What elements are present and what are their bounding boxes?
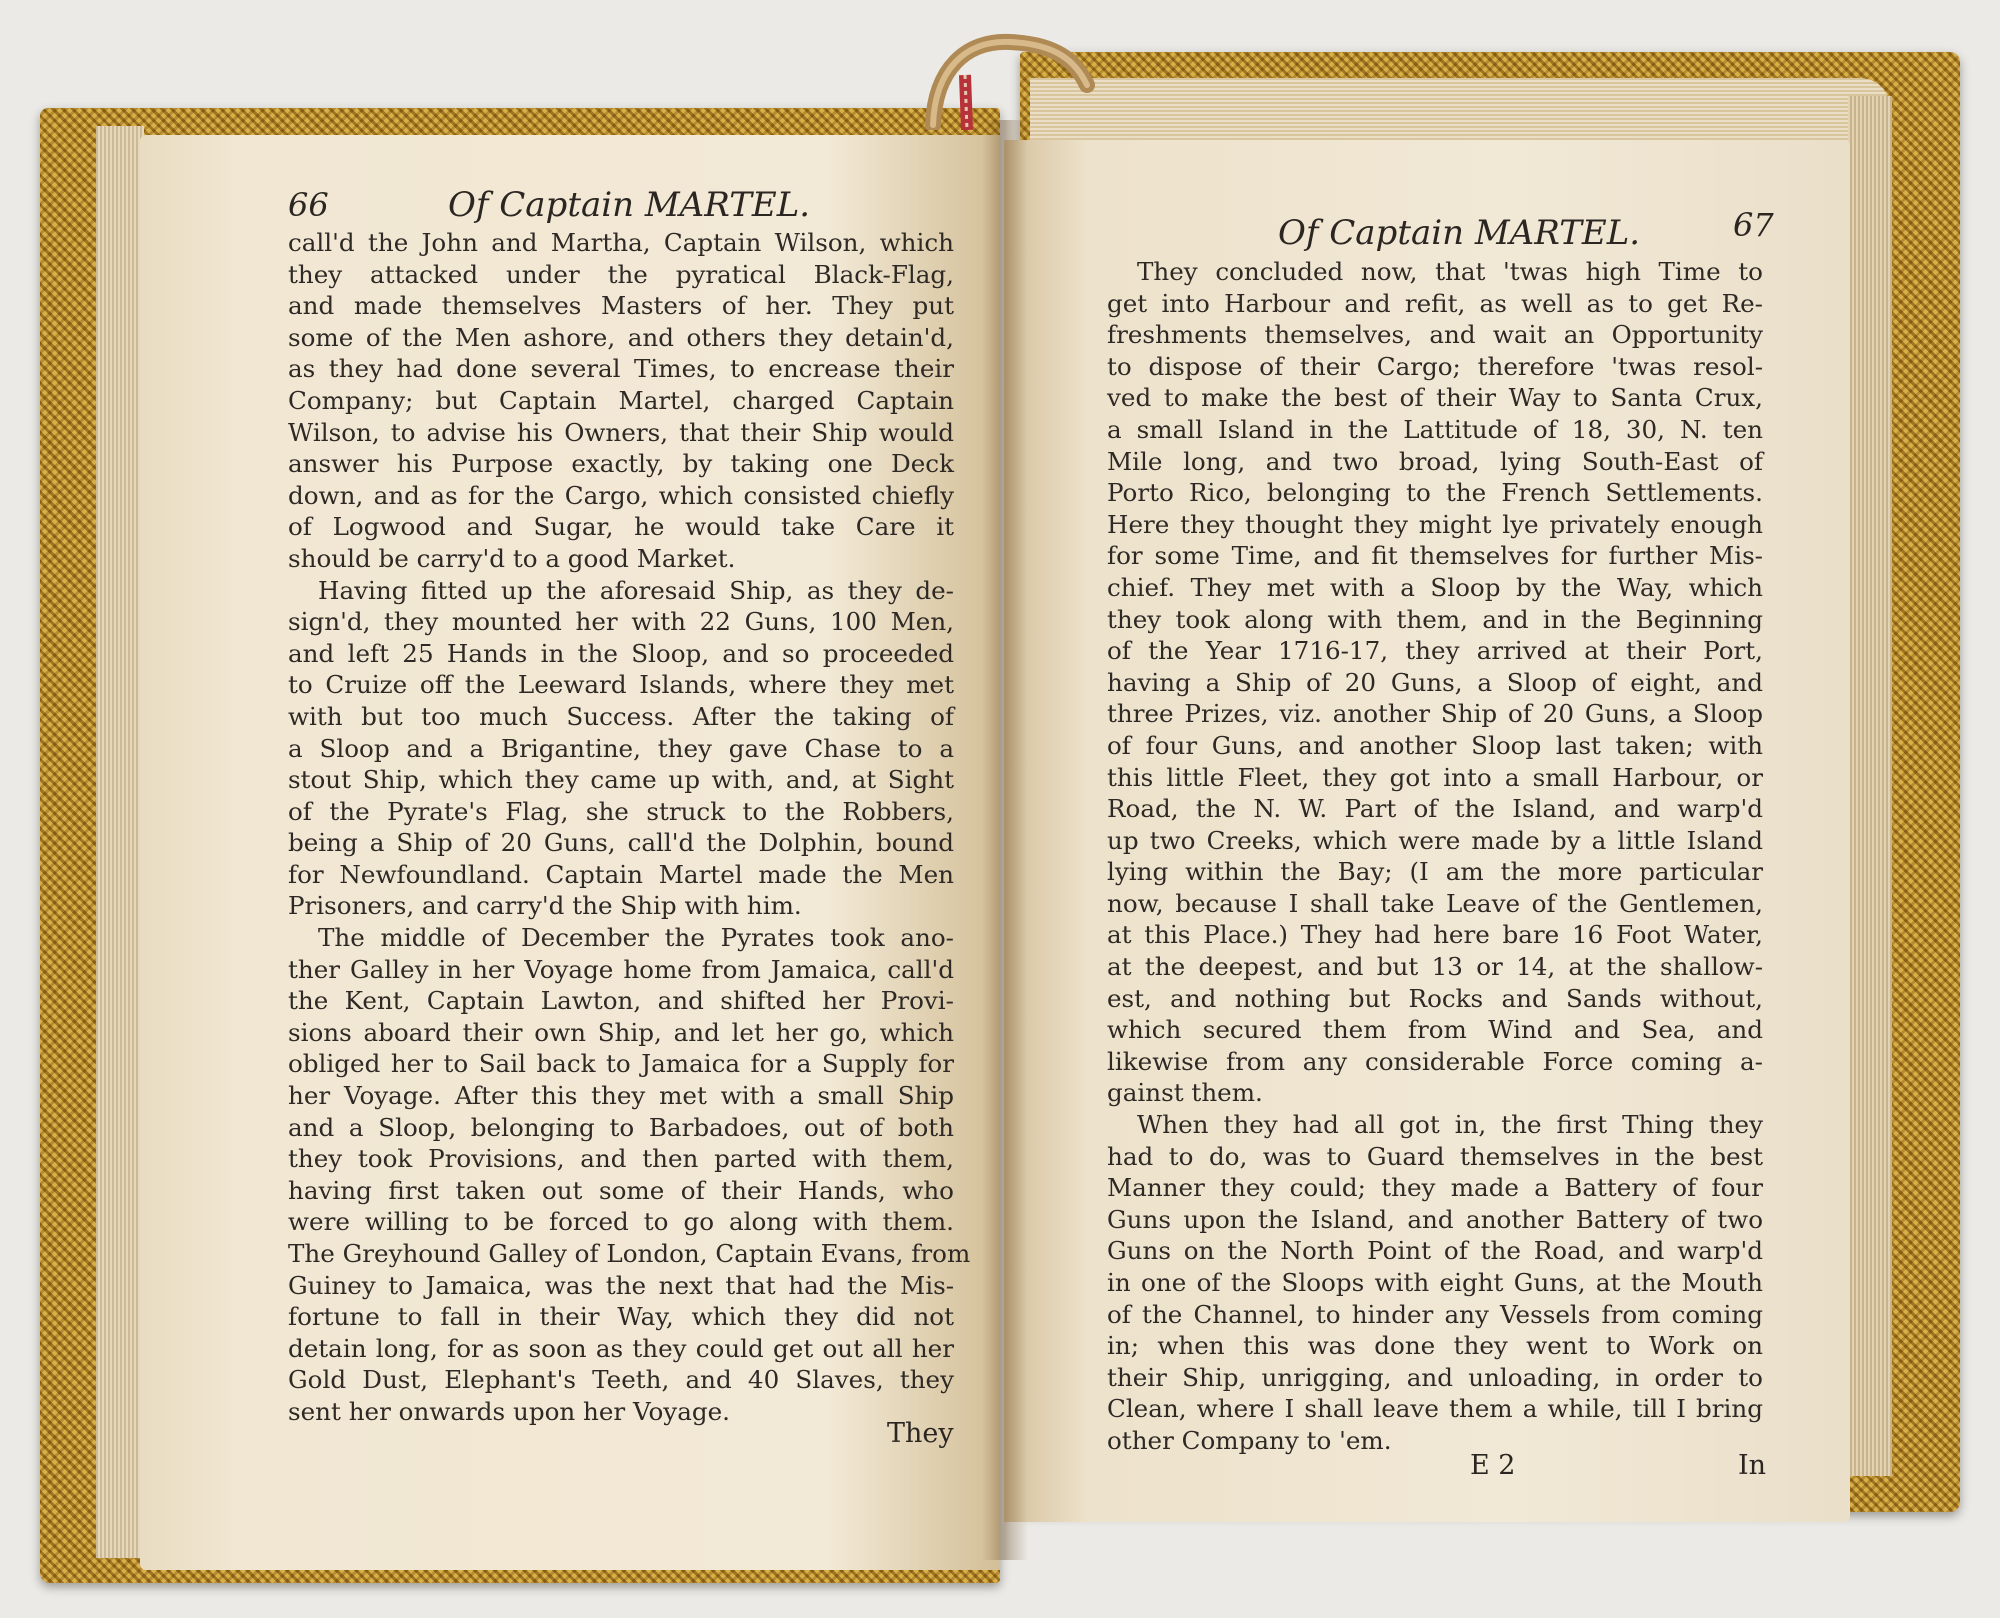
text-line: with but too much Success. After the taking of	[288, 701, 954, 731]
text-line: Having fitted up the aforesaid Ship, as they de-	[318, 575, 954, 605]
text-line: obliged her to Sail back to Jamaica for a Supply for	[288, 1049, 954, 1079]
right-running-head: Of Captain MARTEL.	[1278, 213, 1641, 253]
text-line: having a Ship of 20 Guns, a Sloop of eight, and	[1107, 667, 1763, 697]
text-line: chief. They met with a Sloop by the Way, which	[1107, 572, 1763, 602]
text-line: being a Ship of 20 Guns, call'd the Dolphin, bound	[288, 828, 954, 858]
text-line: as they had done several Times, to encrease their	[288, 354, 954, 384]
text-line: est, and nothing but Rocks and Sands without,	[1107, 983, 1763, 1013]
text-line: Clean, where I shall leave them a while, till I bring	[1107, 1394, 1763, 1424]
text-line: they attacked under the pyratical Black-Flag,	[288, 259, 954, 289]
text-line: in; when this was done they went to Work on	[1107, 1331, 1763, 1361]
text-line: of Logwood and Sugar, he would take Care it	[288, 512, 954, 542]
text-line: up two Creeks, which were made by a little Island	[1107, 825, 1763, 855]
text-line: for Newfoundland. Captain Martel made the Men	[288, 859, 954, 889]
text-line: ved to make the best of their Way to Santa Crux,	[1107, 383, 1763, 413]
text-line: Gold Dust, Elephant's Teeth, and 40 Slaves, they	[288, 1365, 954, 1395]
text-line: this little Fleet, they got into a small Harbour, or	[1107, 762, 1763, 792]
right-page-text	[1107, 256, 1763, 1457]
text-line: The middle of December the Pyrates took ano-	[318, 923, 954, 953]
text-line: Guns upon the Island, and another Battery of two	[1107, 1204, 1763, 1234]
text-line: having first taken out some of their Hands, who	[288, 1175, 954, 1205]
text-line: a Sloop and a Brigantine, they gave Chase to a	[288, 733, 954, 763]
text-line: sions aboard their own Ship, and let her go, which	[288, 1017, 954, 1047]
left-page-text	[288, 227, 971, 1428]
text-line: answer his Purpose exactly, by taking one Deck	[288, 449, 954, 479]
left-running-head: Of Captain MARTEL.	[448, 185, 811, 225]
text-line: of the Pyrate's Flag, she struck to the Robbers,	[288, 796, 954, 826]
text-line: of the Year 1716-17, they arrived at their Port,	[1107, 636, 1763, 666]
text-line: a small Island in the Lattitude of 18, 30, N. ten	[1107, 414, 1763, 444]
text-line: and made themselves Masters of her. They put	[288, 291, 954, 321]
text-line: sent her onwards upon her Voyage.	[288, 1396, 730, 1426]
text-line: down, and as for the Cargo, which consisted chiefly	[288, 480, 954, 510]
text-line: Company; but Captain Martel, charged Captain	[288, 385, 954, 415]
text-line: detain long, for as soon as they could get out all her	[288, 1333, 954, 1363]
page-block-edge-top	[1030, 78, 1890, 148]
text-line: other Company to 'em.	[1107, 1425, 1392, 1455]
text-line: had to do, was to Guard themselves in the best	[1107, 1141, 1763, 1171]
text-line: her Voyage. After this they met with a small Ship	[288, 1081, 954, 1111]
page-block-edge-right	[1848, 96, 1892, 1476]
left-page-number: 66	[288, 186, 329, 224]
right-catchword: In	[1738, 1450, 1767, 1481]
text-line: in one of the Sloops with eight Guns, at the Mouth	[1107, 1268, 1763, 1297]
text-line: When they had all got in, the first Thing they	[1137, 1110, 1763, 1140]
bookmark-ribbon	[925, 30, 1095, 130]
text-line: and left 25 Hands in the Sloop, and so proceeded	[288, 638, 954, 668]
text-line: ther Galley in her Voyage home from Jamaica, call'd	[288, 954, 954, 984]
text-line: Guns on the North Point of the Road, and warp'd	[1107, 1236, 1763, 1266]
text-line: were willing to be forced to go along with them.	[288, 1207, 954, 1237]
text-line: The Greyhound Galley of London, Captain Evans, from	[288, 1239, 971, 1268]
text-line: and a Sloop, belonging to Barbadoes, out of both	[288, 1112, 954, 1142]
right-page-number: 67	[1733, 206, 1774, 244]
text-line: at the deepest, and but 13 or 14, at the shallow-	[1107, 952, 1763, 982]
text-line: sign'd, they mounted her with 22 Guns, 100 Men,	[288, 607, 954, 637]
text-line: Guiney to Jamaica, was the next that had the Mis-	[288, 1270, 954, 1300]
text-line: get into Harbour and refit, as well as to get Re-	[1107, 288, 1763, 318]
text-line: three Prizes, viz. another Ship of 20 Guns, a Sloop	[1107, 699, 1763, 729]
text-line: likewise from any considerable Force coming a-	[1107, 1046, 1763, 1076]
text-line: call'd the John and Martha, Captain Wilson, which	[288, 228, 954, 257]
text-line: they took along with them, and in the Beginning	[1107, 604, 1763, 634]
text-line: Here they thought they might lye privately enough	[1107, 509, 1763, 539]
text-line: Road, the N. W. Part of the Island, and warp'd	[1107, 794, 1763, 824]
text-line: to dispose of their Cargo; therefore 'twas resol-	[1107, 351, 1763, 381]
text-line: lying within the Bay; (I am the more particular	[1107, 857, 1763, 887]
gutter-shadow	[982, 120, 1028, 1560]
text-line: Mile long, and two broad, lying South-East of	[1107, 446, 1763, 476]
text-line: now, because I shall take Leave of the Gentlemen,	[1107, 888, 1763, 918]
text-line: of the Channel, to hinder any Vessels from coming	[1107, 1299, 1763, 1329]
text-line: They concluded now, that 'twas high Time to	[1137, 257, 1763, 286]
text-line: should be carry'd to a good Market.	[288, 543, 736, 573]
left-catchword: They	[887, 1418, 954, 1449]
page-block-edge-left	[96, 126, 144, 1558]
text-line: their Ship, unrigging, and unloading, in order to	[1107, 1362, 1763, 1392]
text-line: some of the Men ashore, and others they detain'd,	[288, 322, 954, 352]
text-line: which secured them from Wind and Sea, and	[1107, 1015, 1763, 1045]
text-line: Prisoners, and carry'd the Ship with him.	[288, 891, 802, 921]
signature-mark: E 2	[1470, 1450, 1516, 1481]
text-line: Manner they could; they made a Battery of four	[1107, 1173, 1763, 1203]
text-line: fortune to fall in their Way, which they did not	[288, 1302, 954, 1332]
text-line: gainst them.	[1107, 1078, 1263, 1108]
text-line: at this Place.) They had here bare 16 Foot Water,	[1107, 920, 1763, 950]
text-line: Wilson, to advise his Owners, that their Ship would	[288, 417, 954, 447]
text-line: of four Guns, and another Sloop last taken; with	[1107, 730, 1763, 760]
text-line: to Cruize off the Leeward Islands, where they met	[288, 670, 954, 700]
text-line: freshments themselves, and wait an Opportunity	[1107, 320, 1763, 350]
text-line: they took Provisions, and then parted with them,	[288, 1144, 954, 1174]
text-line: Porto Rico, belonging to the French Settlements.	[1107, 478, 1763, 508]
text-line: the Kent, Captain Lawton, and shifted her Provi-	[288, 986, 954, 1016]
text-line: stout Ship, which they came up with, and, at Sight	[288, 765, 954, 795]
text-line: for some Time, and fit themselves for further Mis-	[1107, 541, 1763, 571]
